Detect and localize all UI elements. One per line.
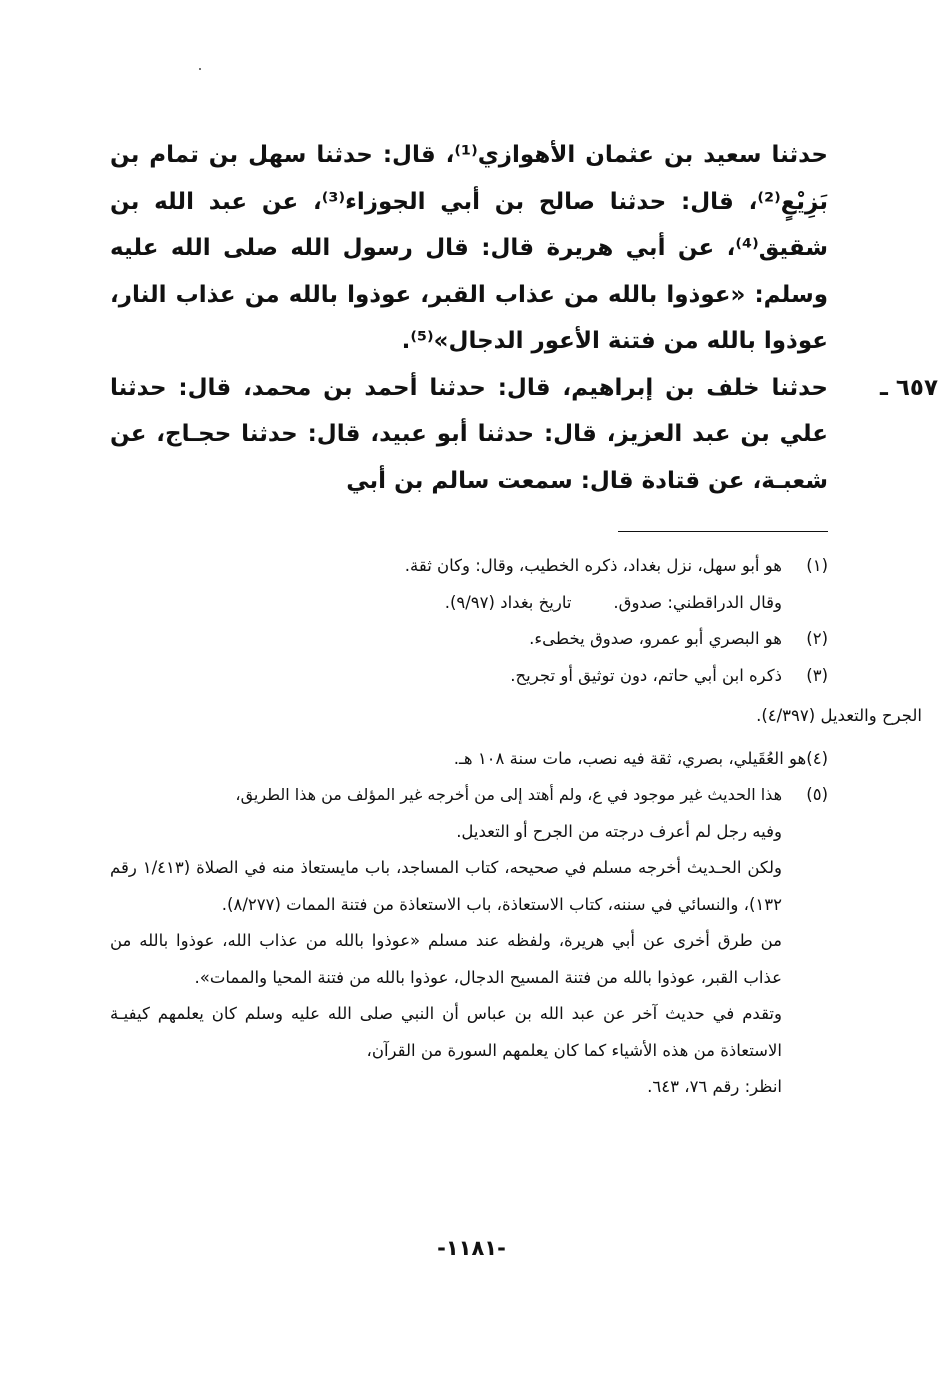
footnote-text: هو البصري أبو عمرو، صدوق يخطىء. — [529, 629, 782, 648]
footnote-text: هو أبو سهل، نزل بغداد، ذكره الخطيب، وقال: وكان ثقة. — [404, 556, 782, 575]
footnote-4: (٤)هو العُقَيلي، بصري، ثقة فيه نصب، مات سنة ١٠٨ هـ. — [453, 748, 828, 768]
footnote-number: (٣) — [806, 665, 828, 685]
footnote-5-line: وتقدم في حديث آخر عن عبد الله بن عباس أن النبي صلى الله عليه وسلم كان يعلمهم كيفيـة الاستعاذة من هذه الأشياء كما كان يعلمهم السورة من القرآن، — [110, 1004, 782, 1060]
footnote-1-source: وقال الدراقطني: صدوق. تاريخ بغداد (٩/٩٧). — [444, 592, 782, 612]
footnote-5-line: انظر: رقم ٧٦، ٦٤٣. — [647, 1077, 782, 1096]
main-text — [110, 132, 938, 504]
footnote-number: (٢) — [806, 629, 828, 648]
footnote-5-line: وفيه رجل لم أعرف درجته من الجرح أو التعديل. — [456, 821, 782, 841]
scan-speck — [199, 68, 201, 70]
footnote-5 — [110, 777, 828, 814]
hadith-paragraph-657: حدثنا خلف بن إبراهيم، قال: حدثنا أحمد بن محمد، قال: حدثنا علي بن عبد العزيز، قال: حدثنا أبو عبيد، قال: حدثنا حجـاج، عن شعبـة، عن قتادة قال: سمعت سالم بن أبي — [110, 374, 828, 494]
footnotes — [110, 548, 922, 1106]
page-number: -١١٨١- — [437, 1236, 506, 1260]
footnote-2 — [110, 621, 828, 658]
footnote-separator — [618, 531, 828, 532]
hadith-block-657 — [110, 365, 938, 505]
footnote-5-line: من طرق أخرى عن أبي هريرة، ولفظه عند مسلم «عوذوا بالله من عذاب الله، عوذوا بالله من عذاب القبر، عوذوا بالله من فتنة المسيح الدجال، عوذوا بالله من فتنة المحيا والممات». — [110, 931, 782, 987]
footnote-3 — [110, 658, 828, 695]
footnote-number: (٥) — [806, 785, 828, 804]
hadith-number: ٦٥٧ ـ — [880, 374, 938, 401]
footnote-3-source: الجرح والتعديل (٤/٣٩٧). — [756, 706, 922, 725]
footnote-1 — [110, 548, 828, 585]
footnote-text: هذا الحديث غير موجود في ع، ولم أهتد إلى من أخرجه غير المؤلف من هذا الطريق، — [235, 785, 782, 804]
footnote-5-line: ولكن الحـديث أخرجه مسلم في صحيحه، كتاب المساجد، باب مايستعاذ منه في الصلاة (١/٤١٣ رقم ١٣٢)، والنسائي في سننه، كتاب الاستعاذة، باب الاستعاذة من فتنة الممات (٨/٢٧٧). — [110, 858, 782, 914]
hadith-paragraph-656: حدثنا سعيد بن عثمان الأهوازي⁽¹⁾، قال: حدثنا سهل بن تمام بن بَزِيْعٍ⁽²⁾، قال: حدثنا صالح بن أبي الجوزاء⁽³⁾، عن عبد الله بن شقيق⁽⁴⁾، عن أبي هريرة قال: قال رسول الله صلى الله عليه وسلم: «عوذوا بالله من عذاب القبر، عوذوا بالله من عذاب النار، عوذوا بالله من فتنة الأعور الدجال»⁽⁵⁾. — [110, 142, 828, 354]
footnote-number: (١) — [806, 556, 828, 575]
footnote-text: ذكره ابن أبي حاتم، دون توثيق أو تجريح. — [510, 665, 782, 685]
